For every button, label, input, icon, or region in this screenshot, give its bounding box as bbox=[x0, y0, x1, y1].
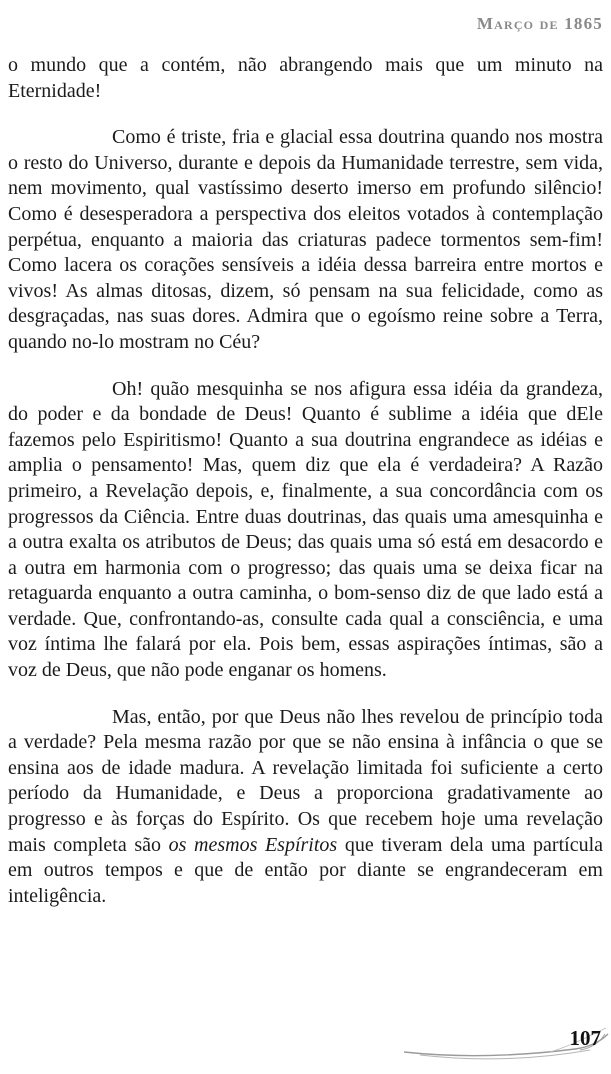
paragraph-4 bbox=[8, 705, 603, 910]
page-footer bbox=[0, 1016, 611, 1066]
paragraph-text: o mundo que a contém, não abrangendo mais que um minuto na Eternidade! bbox=[8, 54, 603, 102]
paragraph-text: Oh! quão mesquinha se nos afigura essa idéia da grandeza, do poder e da bondade de Deus! Quanto é sublime a idéia que dEle fazemos pelo Espiritismo! Quanto a sua doutrina engrandece as idéias e amplia o pensamento! Mas, quem diz que ela é verdadeira? A Razão primeiro, a Revelação depois, e, finalmente, a sua concordância com os progressos da Ciência. Entre duas doutrinas, das quais uma amesquinha e a outra exalta os atributos de Deus; das quais uma só está em desacordo e a outra em harmonia com o progresso; das quais uma se deixa ficar na retaguarda enquanto a outra caminha, o bom-senso diz de que lado está a verdade. Que, confrontando-as, consulte cada qual a consciência, e uma voz íntima lhe falará por ela. Pois bem, essas aspirações íntimas, são a voz de Deus, que não pode enganar os homens. bbox=[8, 377, 603, 682]
paragraph-text: Como é triste, fria e glacial essa doutrina quando nos mostra o resto do Universo, durante e depois da Humanidade terrestre, sem vida, nem movimento, qual vastíssimo deserto imerso em profundo silêncio! Como é desesperadora a perspectiva dos eleitos votados à contemplação perpétua, enquanto a maioria das criaturas padece tormentos sem-fim! Como lacera os corações sensíveis a idéia dessa barreira entre mortos e vivos! As almas ditosas, dizem, só pensam na sua felicidade, como as desgraçadas, nas suas dores. Admira que o egoísmo reine sobre a Terra, quando no-lo mostram no Céu? bbox=[8, 126, 603, 353]
paragraph-text: que tiveram dela uma partícula em outros tempos e que de então por diante se engrandeceram em inteligência. bbox=[8, 833, 604, 907]
paragraph-continuation bbox=[8, 53, 603, 104]
page-body bbox=[8, 53, 603, 930]
italic-phrase: os mesmos Espíritos bbox=[168, 833, 338, 856]
paragraph-2 bbox=[8, 125, 603, 355]
paragraph-3 bbox=[8, 377, 603, 684]
page-number: 107 bbox=[569, 1026, 601, 1050]
running-header: Março de 1865 bbox=[476, 14, 603, 33]
paragraph-text: Mas, então, por que Deus não lhes revelou de princípio toda a verdade? Pela mesma razão por que se não ensina à infância o que se ensina aos de idade madura. A revelação limitada foi suficiente a certo período da Humanidade, e Deus a proporciona gradativamente ao progresso e às forças do Espírito. Os que recebem hoje uma revelação mais completa são bbox=[8, 705, 603, 856]
